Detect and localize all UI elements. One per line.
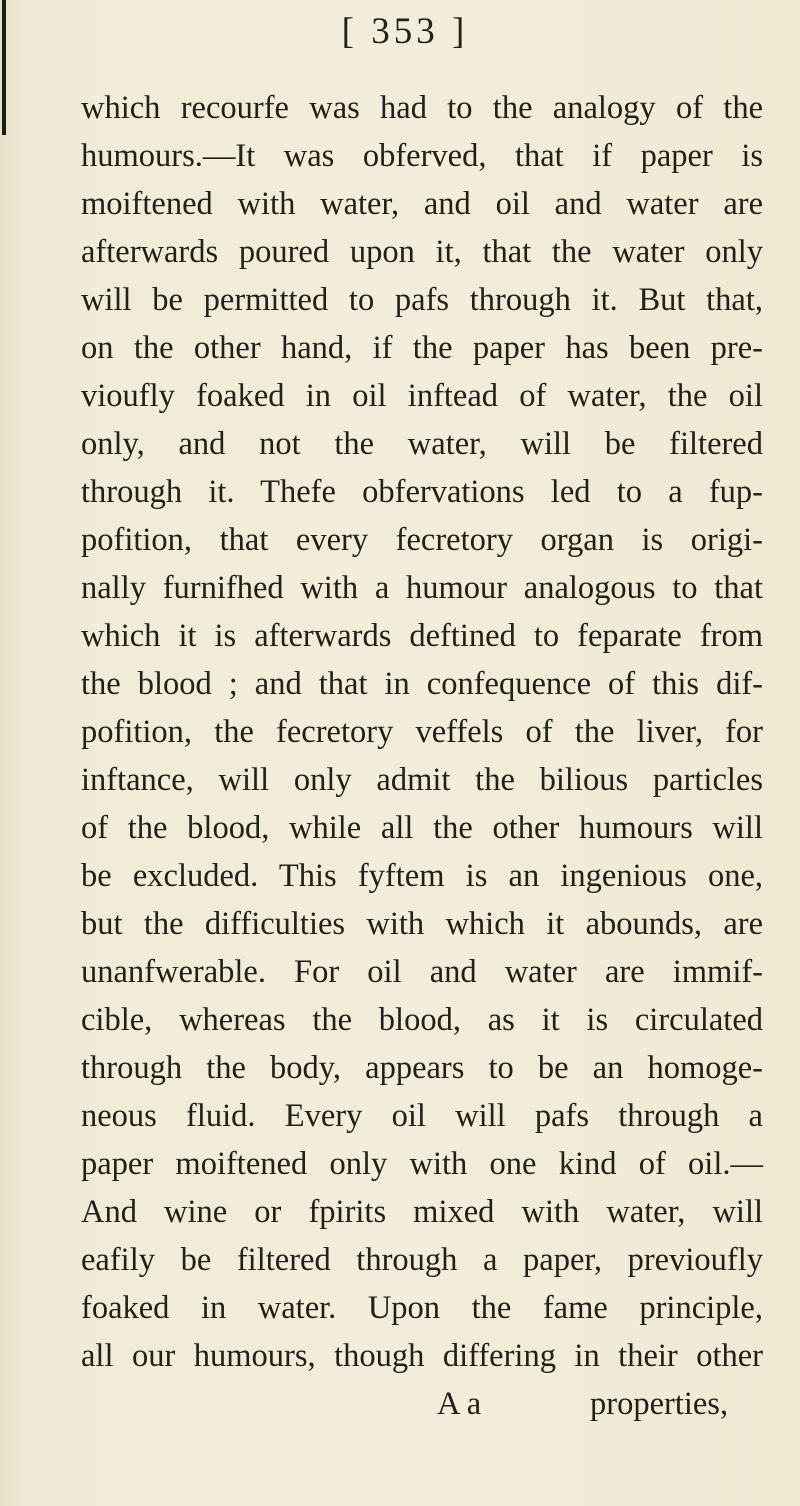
text-line-8: only, and not the water, will be filtered [81,426,763,462]
text-line-1: which recourfe was had to the analogy of the [81,90,763,126]
text-line-14: pofition, the fecretory veffels of the liver, for [81,714,763,750]
text-line-15: inftance, will only admit the bilious particles [81,762,763,798]
text-line-13: the blood ; and that in confequence of this dif- [81,666,763,702]
signature-mark: A a [437,1386,482,1422]
text-line-26: foaked in water. Upon the fame principle, [81,1290,763,1326]
text-line-6: on the other hand, if the paper has been pre- [81,330,763,366]
body-text [0,60,800,1440]
text-line-17: be excluded. This fyftem is an ingenious one, [81,858,763,894]
text-line-24: And wine or fpirits mixed with water, will [81,1194,763,1230]
signature-catchword-line [0,1380,800,1428]
text-line-22: neous fluid. Every oil will pafs through a [81,1098,763,1134]
text-line-27: all our humours, though differing in their other [81,1338,763,1374]
text-line-2: humours.—It was obferved, that if paper is [81,138,763,174]
page-number-header: [ 353 ] [341,11,469,52]
text-line-9: through it. Thefe obfervations led to a fup- [81,474,763,510]
text-line-19: unanfwerable. For oil and water are immif- [81,954,763,990]
text-line-20: cible, whereas the blood, as it is circulated [81,1002,763,1038]
text-line-7: vioufly foaked in oil inftead of water, the oil [81,378,763,414]
text-line-18: but the difficulties with which it abounds, are [81,906,763,942]
text-line-5: will be permitted to pafs through it. But that, [81,282,763,318]
text-line-16: of the blood, while all the other humours will [81,810,763,846]
text-line-23: paper moiftened only with one kind of oil.— [81,1146,763,1182]
text-line-3: moiftened with water, and oil and water are [81,186,763,222]
text-line-10: pofition, that every fecretory organ is origi- [81,522,763,558]
text-line-21: through the body, appears to be an homoge- [81,1050,763,1086]
text-line-12: which it is afterwards deftined to feparate from [81,618,763,654]
text-line-4: afterwards poured upon it, that the water only [81,234,763,270]
catchword: properties, [590,1386,729,1422]
text-line-25: eafily be filtered through a paper, previoufly [81,1242,763,1278]
text-line-11: nally furnifhed with a humour analogous to that [81,570,763,606]
